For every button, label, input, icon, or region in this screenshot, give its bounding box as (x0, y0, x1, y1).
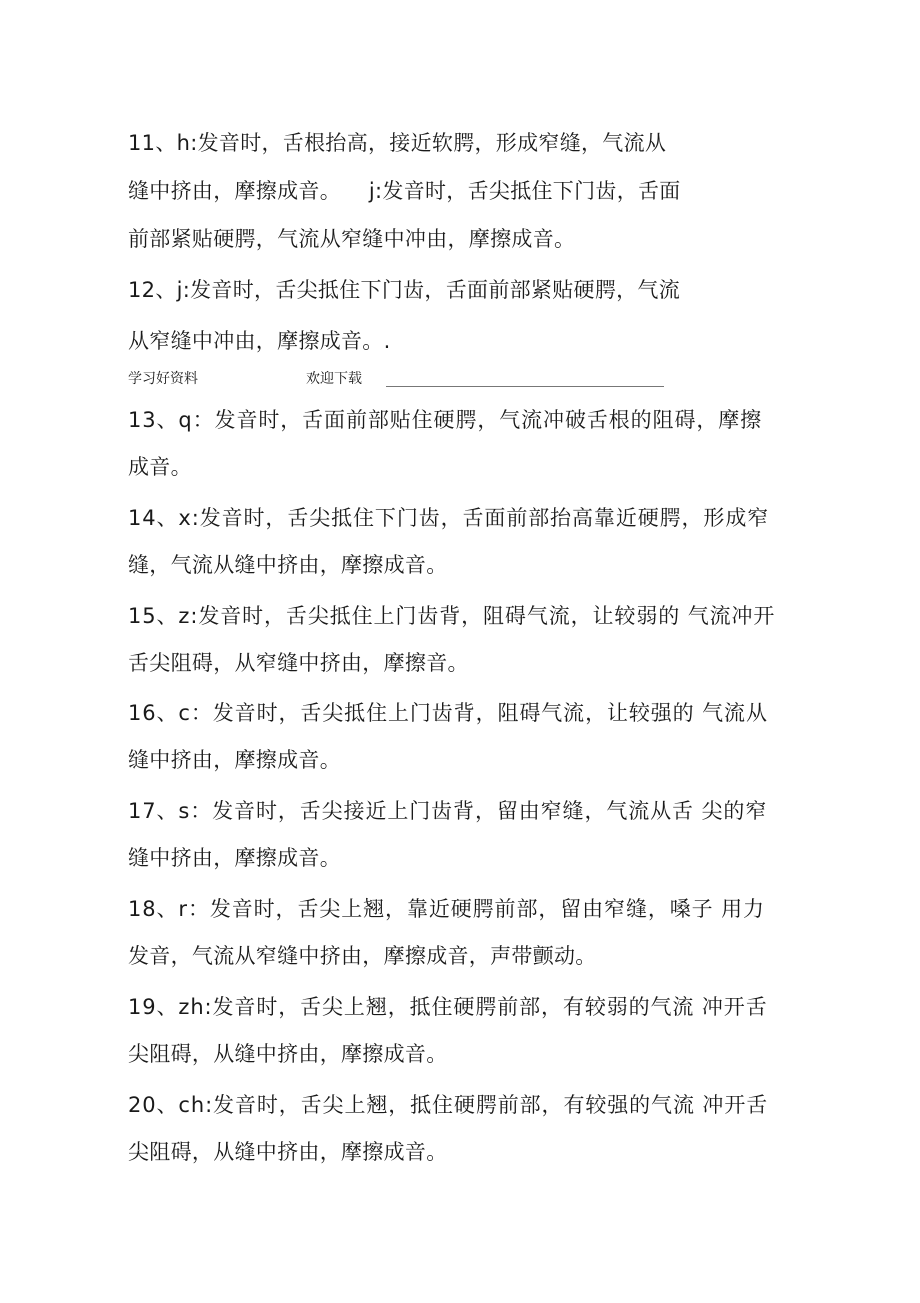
banner-underline (386, 386, 664, 387)
text-line: 17、s：发音时，舌尖接近上门齿背，留由窄缝，气流从舌 尖的窄 (128, 799, 768, 823)
text-line: 11、h:发音时，舌根抬高，接近软腭，形成窄缝，气流从 (128, 131, 667, 155)
text-line: 16、c：发音时，舌尖抵住上门齿背，阻碍气流，让较强的 气流从 (128, 701, 768, 725)
banner-right-text: 欢迎下载 (306, 371, 362, 387)
text-line: 12、j:发音时，舌尖抵住下门齿，舌面前部紧贴硬腭，气流 (128, 278, 681, 302)
text-line: 13、q：发音时，舌面前部贴住硬腭，气流冲破舌根的阻碍，摩擦 (128, 408, 763, 432)
text-line: 缝，气流从缝中挤由，摩擦成音。 (128, 553, 448, 577)
text-line: 缝中挤由，摩擦成音。 j:发音时，舌尖抵住下门齿，舌面 (128, 179, 681, 203)
banner-left-text: 学习好资料 (128, 371, 198, 387)
text-line: 14、x:发音时，舌尖抵住下门齿，舌面前部抬高靠近硬腭，形成窄 (128, 506, 770, 530)
text-line: 尖阻碍，从缝中挤由，摩擦成音。 (128, 1140, 448, 1164)
text-line: 舌尖阻碍，从窄缝中挤由，摩擦音。 (128, 651, 469, 675)
text-line: 缝中挤由，摩擦成音。 (128, 748, 341, 772)
text-line: 15、z:发音时，舌尖抵住上门齿背，阻碍气流，让较弱的 气流冲开 (128, 604, 776, 628)
text-line: 发音，气流从窄缝中挤由，摩擦成音，声带颤动。 (128, 944, 597, 968)
text-line: 19、zh:发音时，舌尖上翘，抵住硬腭前部，有较弱的气流 冲开舌 (128, 995, 768, 1019)
text-line: 从窄缝中冲由，摩擦成音。. (128, 329, 391, 353)
text-line: 成音。 (128, 455, 192, 479)
text-line: 缝中挤由，摩擦成音。 (128, 846, 341, 870)
text-line: 20、ch:发音时，舌尖上翘，抵住硬腭前部，有较强的气流 冲开舌 (128, 1093, 769, 1117)
text-line: 前部紧贴硬腭，气流从窄缝中冲由，摩擦成音。 (128, 227, 576, 251)
text-line: 18、r：发音时，舌尖上翘，靠近硬腭前部，留由窄缝，嗓子 用力 (128, 897, 765, 921)
text-line: 尖阻碍，从缝中挤由，摩擦成音。 (128, 1042, 448, 1066)
